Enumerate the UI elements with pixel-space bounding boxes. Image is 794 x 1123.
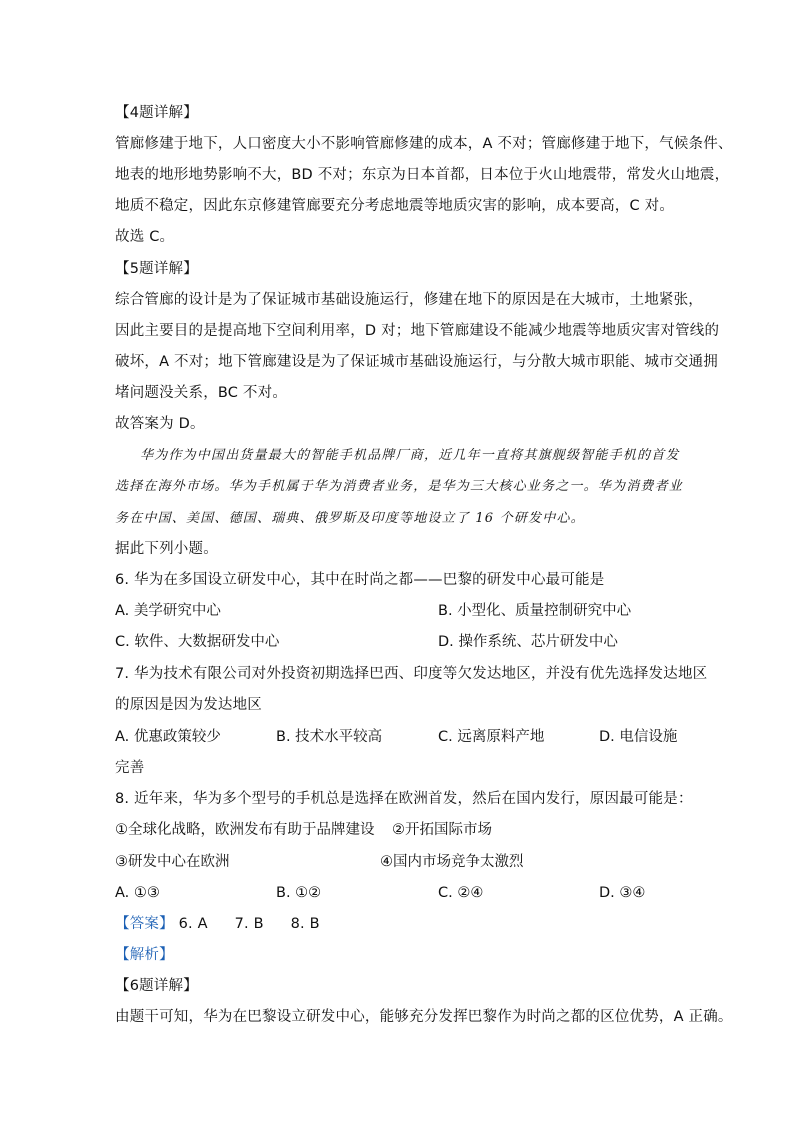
answer-6: 6. A <box>178 916 208 932</box>
analysis-label: 【解析】 <box>115 947 174 963</box>
q7-stem-line-1: 7. 华为技术有限公司对外投资初期选择巴西、印度等欠发达地区，并没有优先选择发达地区 <box>115 666 708 682</box>
q5-line-4: 堵问题没关系，BC 不对。 <box>115 385 288 401</box>
q8-item-3: ③研发中心在欧洲 <box>115 854 230 870</box>
answer-7: 7. B <box>234 916 264 932</box>
q6-option-b: B. 小型化、质量控制研究中心 <box>438 603 632 619</box>
answer-label: 【答案】 <box>115 916 174 932</box>
q8-option-d: D. ③④ <box>599 885 646 901</box>
q4-line-1: 管廊修建于地下，人口密度大小不影响管廊修建的成本，A 不对；管廊修建于地下，气候条件、 <box>115 136 733 152</box>
q4-line-2: 地表的地形地势影响不大，BD 不对；东京为日本首都，日本位于火山地震带，常发火山地震， <box>115 167 730 183</box>
q7-option-b: B. 技术水平较高 <box>276 729 383 745</box>
q6-detail-heading: 【6题详解】 <box>115 978 198 994</box>
q8-option-a: A. ①③ <box>115 885 160 901</box>
q4-conclusion: 故选 C。 <box>115 229 175 245</box>
q5-line-2: 因此主要目的是提高地下空间利用率，D 对；地下管廊建设不能减少地震等地质灾害对管线的 <box>115 323 720 339</box>
q4-line-3: 地质不稳定，因此东京修建管廊要充分考虑地震等地质灾害的影响，成本要高，C 对。 <box>115 198 675 214</box>
q6-option-d: D. 操作系统、芯片研发中心 <box>438 634 618 650</box>
passage-line-2: 选择在海外市场。华为手机属于华为消费者业务，是华为三大核心业务之一。华为消费者业 <box>115 479 684 494</box>
q8-stem: 8. 近年来，华为多个型号的手机总是选择在欧洲首发，然后在国内发行，原因最可能是： <box>115 791 693 807</box>
q7-option-a: A. 优惠政策较少 <box>115 729 221 745</box>
q7-option-c: C. 远离原料产地 <box>438 729 545 745</box>
q5-line-1: 综合管廊的设计是为了保证城市基础设施运行，修建在地下的原因是在大城市，土地紧张， <box>115 292 703 308</box>
q8-option-b: B. ①② <box>276 885 322 901</box>
passage-line-3: 务在中国、美国、德国、瑞典、俄罗斯及印度等地设立了 16 个研发中心。 <box>115 511 585 526</box>
q6-detail-line: 由题干可知，华为在巴黎设立研发中心，能够充分发挥巴黎作为时尚之都的区位优势，A 正确。 <box>115 1009 733 1025</box>
answer-row <box>115 914 320 934</box>
q8-item-1: ①全球化战略，欧洲发布有助于品牌建设 <box>115 822 375 838</box>
q4-heading: 【4题详解】 <box>115 105 198 121</box>
q5-heading: 【5题详解】 <box>115 261 198 277</box>
passage-prompt: 据此下列小题。 <box>115 541 218 557</box>
q8-option-c: C. ②④ <box>438 885 484 901</box>
answer-8: 8. B <box>290 916 320 932</box>
q6-option-a: A. 美学研究中心 <box>115 603 221 619</box>
q5-line-3: 破坏，A 不对；地下管廊建设是为了保证城市基础设施运行，与分散大城市职能、城市交通拥 <box>115 354 718 370</box>
q8-item-4: ④国内市场竞争太激烈 <box>380 854 524 870</box>
q6-option-c: C. 软件、大数据研发中心 <box>115 634 280 650</box>
q5-conclusion: 故答案为 D。 <box>115 416 205 432</box>
q6-stem: 6. 华为在多国设立研发中心，其中在时尚之都——巴黎的研发中心最可能是 <box>115 572 605 588</box>
q7-option-d-wrap: 完善 <box>115 760 145 776</box>
q8-item-2: ②开拓国际市场 <box>392 822 492 838</box>
q7-option-d: D. 电信设施 <box>599 729 678 745</box>
passage-line-1: 华为作为中国出货量最大的智能手机品牌厂商，近几年一直将其旗舰级智能手机的首发 <box>140 448 680 463</box>
q7-stem-line-2: 的原因是因为发达地区 <box>115 697 262 713</box>
